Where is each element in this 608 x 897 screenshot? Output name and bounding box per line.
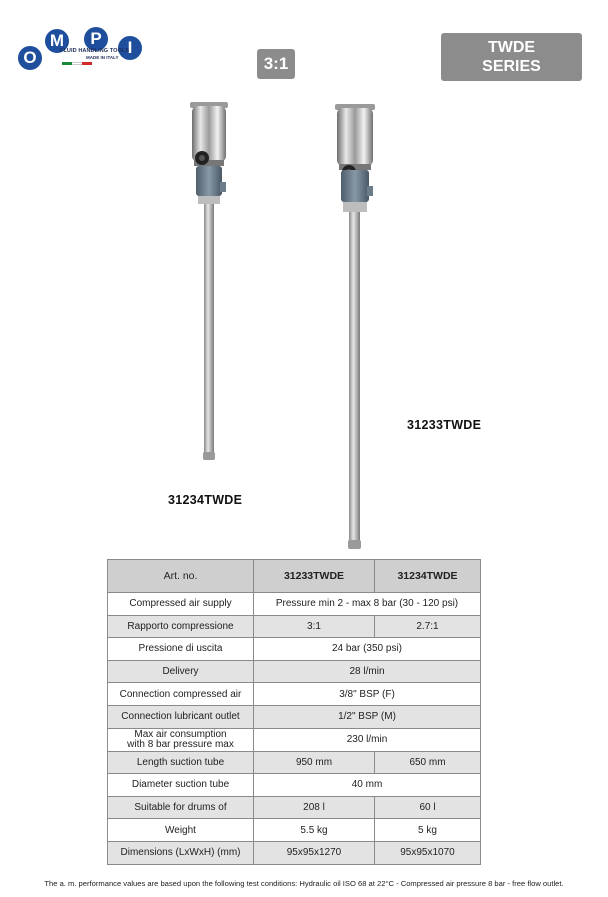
table-row — [108, 683, 481, 706]
logo-letter-p: P — [84, 27, 108, 51]
ompi-logo — [14, 24, 144, 76]
table-row — [108, 660, 481, 683]
row-value-col2: 95x95x1070 — [375, 841, 481, 864]
row-label: Diameter suction tube — [108, 774, 254, 797]
row-value-col2: 5 kg — [375, 819, 481, 842]
row-label-line1: Max air consumption — [134, 728, 227, 740]
row-value-col2: 2.7:1 — [375, 615, 481, 638]
table-row — [108, 728, 481, 751]
specification-table — [107, 559, 481, 865]
row-value: Pressure min 2 - max 8 bar (30 - 120 psi) — [254, 593, 481, 616]
row-value-col2: 650 mm — [375, 751, 481, 774]
table-row — [108, 638, 481, 661]
row-value-col1: 95x95x1270 — [254, 841, 375, 864]
header-model-31233: 31233TWDE — [254, 560, 375, 593]
row-label: Connection compressed air — [108, 683, 254, 706]
series-badge — [441, 33, 582, 81]
header-art-no: Art. no. — [108, 560, 254, 593]
table-row — [108, 751, 481, 774]
row-label: Connection lubricant outlet — [108, 705, 254, 728]
row-label: Compressed air supply — [108, 593, 254, 616]
row-value-col1: 3:1 — [254, 615, 375, 638]
table-row — [108, 774, 481, 797]
table-row — [108, 841, 481, 864]
logo-letter-i: I — [118, 36, 142, 60]
series-badge-line2: SERIES — [482, 58, 541, 75]
header-model-31234: 31234TWDE — [375, 560, 481, 593]
row-value: 40 mm — [254, 774, 481, 797]
row-label-line2: with 8 bar pressure max — [127, 738, 234, 750]
row-value-col1: 950 mm — [254, 751, 375, 774]
footnote: The a. m. performance values are based upon the following test conditions: Hydraulic oil ISO 68 at 22°C - Compressed air pressure 8 bar - free flow outlet. — [44, 879, 564, 888]
row-value: 1/2" BSP (M) — [254, 705, 481, 728]
italian-flag-stripe — [62, 62, 92, 65]
model-label-right: 31233TWDE — [407, 418, 482, 432]
row-value-col1: 5.5 kg — [254, 819, 375, 842]
row-label: Length suction tube — [108, 751, 254, 774]
row-label: Delivery — [108, 660, 254, 683]
row-label: Rapporto compressione — [108, 615, 254, 638]
row-value-col2: 60 l — [375, 796, 481, 819]
pump-image-right — [327, 100, 385, 555]
table-row — [108, 615, 481, 638]
row-label — [108, 728, 254, 751]
logo-letter-m: M — [45, 29, 69, 53]
row-value: 28 l/min — [254, 660, 481, 683]
row-label: Pressione di uscita — [108, 638, 254, 661]
table-header-row — [108, 560, 481, 593]
ratio-badge: 3:1 — [257, 49, 295, 79]
table-row — [108, 796, 481, 819]
logo-subline: MADE IN ITALY — [86, 55, 119, 60]
logo-letter-o: O — [18, 46, 42, 70]
table-row — [108, 819, 481, 842]
row-label: Weight — [108, 819, 254, 842]
row-value-col1: 208 l — [254, 796, 375, 819]
series-badge-line1: TWDE — [487, 39, 536, 56]
row-value: 24 bar (350 psi) — [254, 638, 481, 661]
row-value: 230 l/min — [254, 728, 481, 751]
table-row — [108, 705, 481, 728]
row-value: 3/8" BSP (F) — [254, 683, 481, 706]
model-label-left: 31234TWDE — [168, 493, 243, 507]
row-label: Dimensions (LxWxH) (mm) — [108, 841, 254, 864]
table-row — [108, 593, 481, 616]
logo-tagline: FLUID HANDLING TOOLS — [60, 48, 130, 54]
row-label: Suitable for drums of — [108, 796, 254, 819]
pump-image-left — [182, 100, 238, 465]
